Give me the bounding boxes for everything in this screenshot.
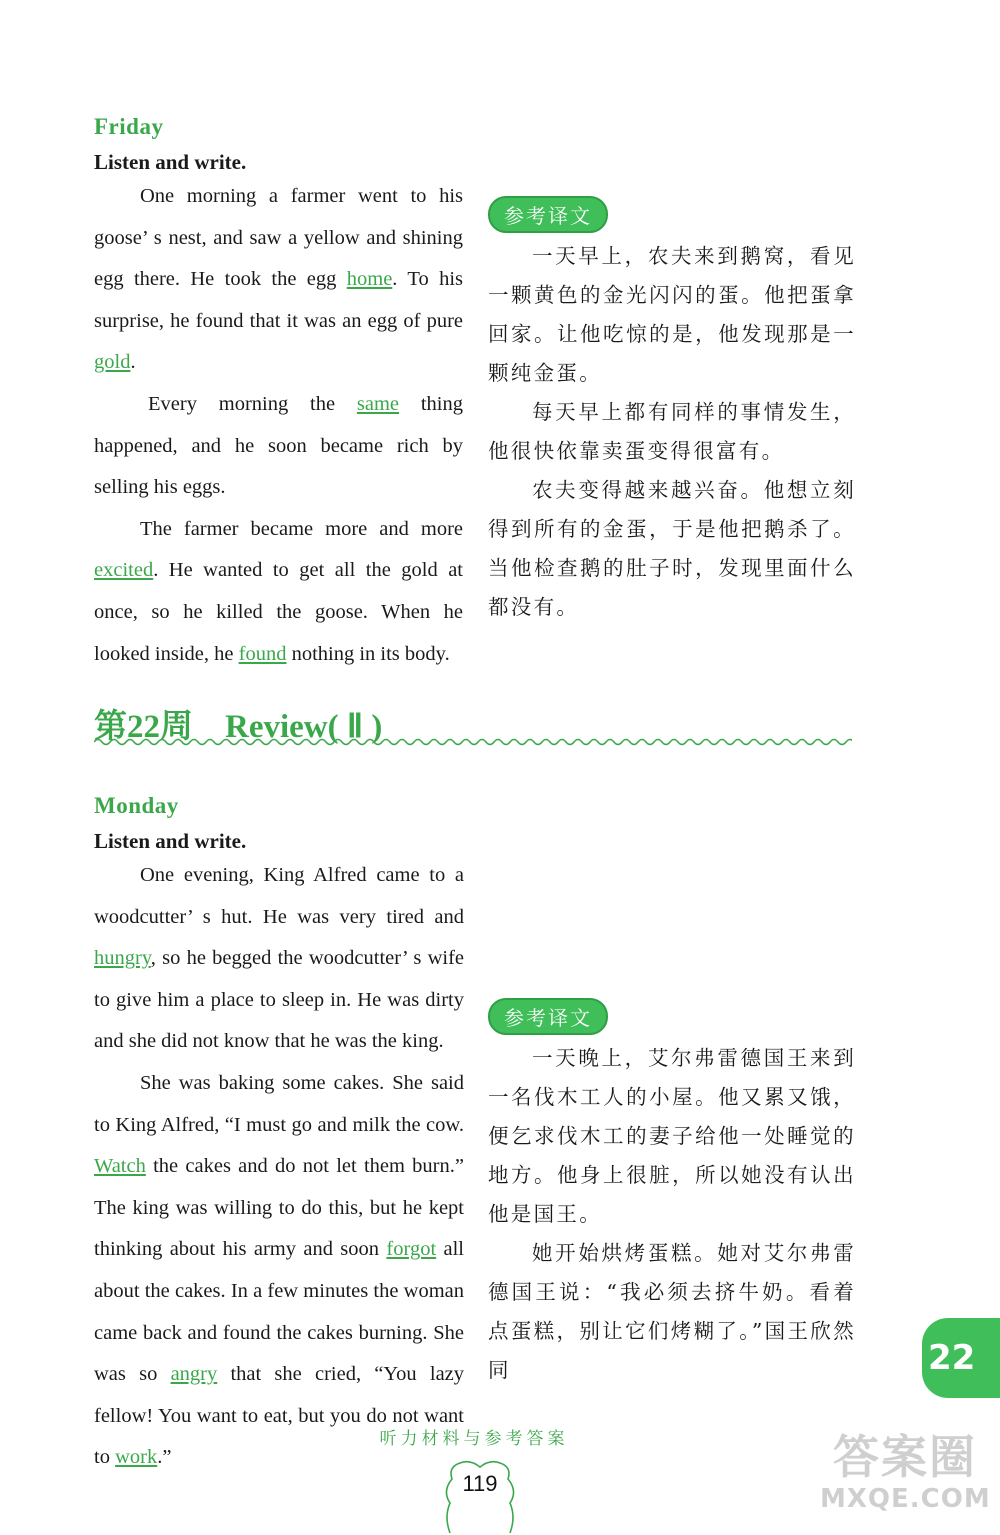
answer-blank: gold <box>94 351 131 374</box>
translation-badge: 参考译文 <box>488 196 608 233</box>
monday-paragraph-2: She was baking some cakes. She said to King Alfred, “I must go and milk the cow. Watch the cakes and do not let them burn.” The king was willing to do this, but he kept thinking about his army and soon forgot all about the cakes. In a few minutes the woman came back and found the cakes burning. She was so angry that she cried, “You lazy fellow! You want to eat, but you do not want to work.” <box>94 1071 465 1469</box>
translation-paragraph: 每天早上都有同样的事情发生，他很快依靠卖蛋变得很富有。 <box>488 400 856 463</box>
watermark-logo <box>820 1430 990 1525</box>
monday-left-column <box>94 793 464 1479</box>
answer-blank: excited <box>94 559 154 582</box>
translation-paragraph: 农夫变得越来越兴奋。他想立刻得到所有的金蛋，于是他把鹅杀了。当他检查鹅的肚子时，发现里面什么都没有。 <box>488 478 856 619</box>
watermark-url: MXQE.COM <box>820 1484 991 1514</box>
friday-heading: Friday <box>94 114 164 139</box>
page-number-ornament <box>440 1457 520 1535</box>
answer-blank: home <box>346 268 393 291</box>
answer-blank: Watch <box>94 1155 146 1178</box>
monday-right-column <box>488 998 856 1390</box>
watermark-text: 答案圈 <box>833 1430 977 1484</box>
translation-paragraph: 她开始烘烤蛋糕。她对艾尔弗雷德国王说：“我必须去挤牛奶。看着点蛋糕，别让它们烤糊了。”国王欣然同 <box>488 1241 856 1382</box>
answer-blank: same <box>356 392 400 415</box>
friday-passage-part1 <box>94 176 463 675</box>
week-review-title: Review( Ⅱ ) <box>225 709 383 745</box>
monday-translation <box>488 1039 856 1390</box>
week-label: 第22周 <box>94 709 193 745</box>
monday-heading: Monday <box>94 793 179 818</box>
translation-badge: 参考译文 <box>488 998 608 1035</box>
friday-paragraph-2: Every morning the same thing happened, and he soon became rich by selling his eggs. <box>94 392 463 499</box>
answer-blank: forgot <box>386 1238 437 1261</box>
translation-paragraph: 一天晚上，艾尔弗雷德国王来到一名伐木工人的小屋。他又累又饿，便乞求伐木工的妻子给他一处睡觉的地方。他身上很脏，所以她没有认出他是国王。 <box>488 1046 856 1226</box>
monday-passage <box>94 855 464 1479</box>
friday-instruction: Listen and write. <box>94 150 247 174</box>
friday-paragraph-3: The farmer became more and more excited. He wanted to get all the gold at once, so he killed the goose. When he looked inside, he found nothing in its body. <box>94 517 463 665</box>
wavy-divider <box>94 736 852 748</box>
answer-blank: work <box>115 1446 158 1469</box>
friday-paragraph-1: One morning a farmer went to his goose’ s nest, and saw a yellow and shining egg there. He took the egg home. To his surprise, he found that it was an egg of pure gold. <box>94 185 463 374</box>
footer-title: 听力材料与参考答案 <box>379 1429 569 1449</box>
answer-blank: hungry <box>94 947 151 970</box>
page-number: 119 <box>462 1471 498 1496</box>
week-side-tab: 22 <box>922 1318 1000 1398</box>
answer-blank: angry <box>170 1363 218 1386</box>
friday-left-column <box>94 114 463 675</box>
monday-paragraph-1: One evening, King Alfred came to a woodcutter’ s hut. He was very tired and hungry, so he begged the woodcutter’ s wife to give him a place to sleep in. He was dirty and she did not know that he was the king. <box>94 864 464 1053</box>
friday-right-column <box>488 196 856 627</box>
monday-instruction: Listen and write. <box>94 829 247 853</box>
friday-translation <box>488 237 856 627</box>
answer-blank: found <box>238 642 287 665</box>
translation-paragraph: 一天早上，农夫来到鹅窝，看见一颗黄色的金光闪闪的蛋。他把蛋拿回家。让他吃惊的是，他发现那是一颗纯金蛋。 <box>488 244 856 385</box>
